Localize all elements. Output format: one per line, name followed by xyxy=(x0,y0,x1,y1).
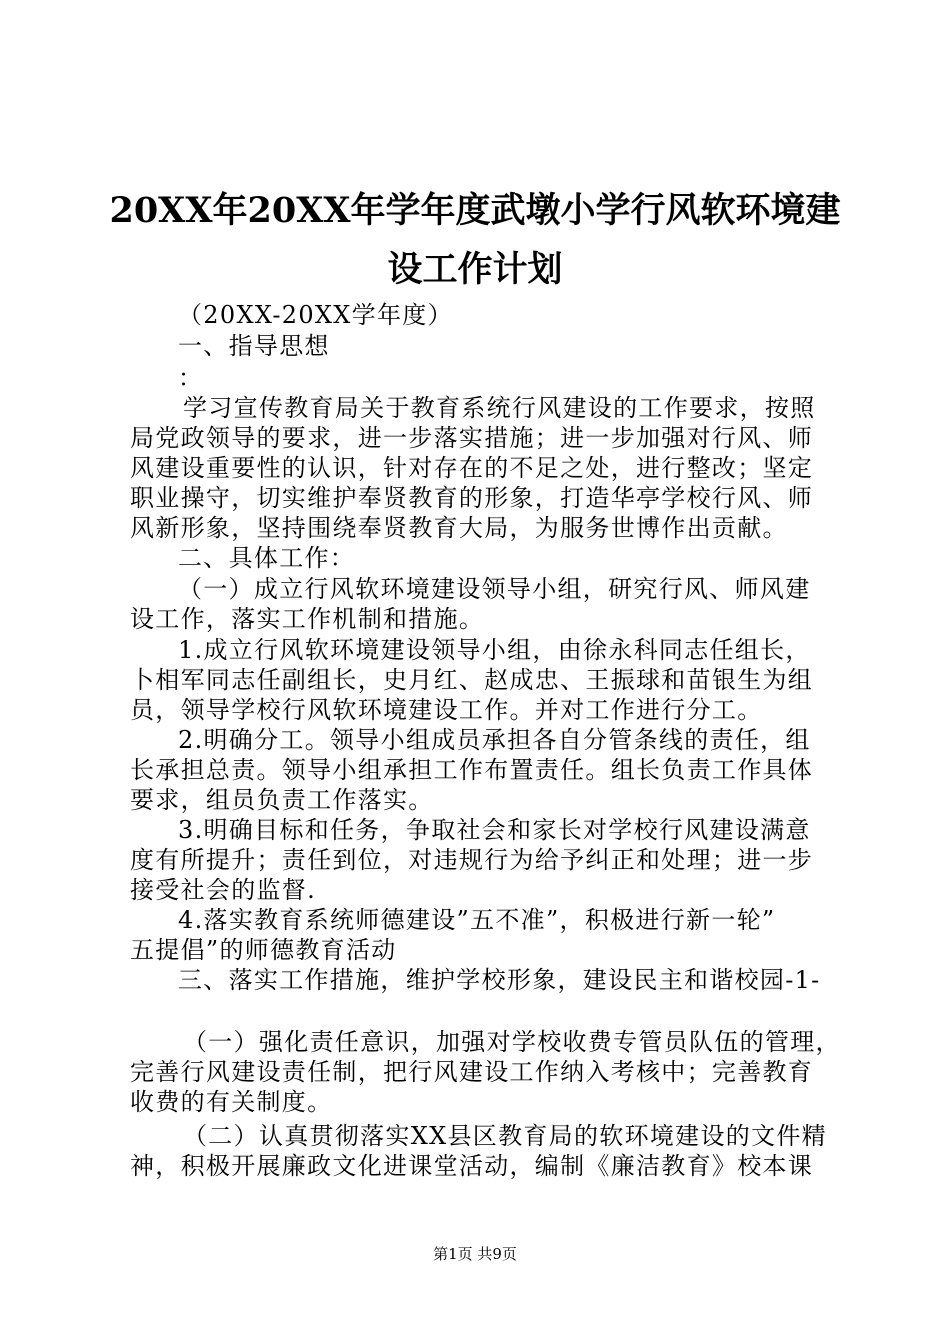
paragraph-line: （二）认真贯彻落实XX县区教育局的软环境建设的文件精 xyxy=(183,1122,827,1150)
paragraph-line: 3.明确目标和任务，争取社会和家长对学校行风建设满意 xyxy=(178,816,811,844)
paragraph-line: 卜相军同志任副组长，史月红、赵成忠、王振球和苗银生为组 xyxy=(130,666,814,694)
paragraph-line: 2.明确分工。领导小组成员承担各自分管条线的责任，组 xyxy=(178,726,811,754)
page-footer: 第1页 共9页 xyxy=(433,1245,517,1263)
title-line-1: 20XX年20XX年学年度武墩小学行风软环境建 xyxy=(109,190,841,231)
paragraph-line: 风建设重要性的认识，针对存在的不足之处，进行整改；坚定 xyxy=(130,454,814,482)
section-heading-3: 三、落实工作措施，维护学校形象，建设民主和谐校园-1- xyxy=(178,966,821,994)
section-heading-2: 二、具体工作： xyxy=(178,544,356,572)
paragraph-line: 学习宣传教育局关于教育系统行风建设的工作要求，按照 xyxy=(183,394,816,422)
title-line-2: 设工作计划 xyxy=(387,249,563,290)
paragraph-line: （一）强化责任意识，加强对学校收费专管员队伍的管理， xyxy=(183,1028,841,1056)
paragraph-line: 4.落实教育系统师德建设”五不准”，积极进行新一轮” xyxy=(178,906,776,934)
paragraph-line: 收费的有关制度。 xyxy=(130,1088,333,1116)
paragraph-line: 度有所提升；责任到位，对违规行为给予纠正和处理；进一步 xyxy=(130,846,814,874)
paragraph-line: 员，领导学校行风软环境建设工作。并对工作进行分工。 xyxy=(130,696,763,724)
paragraph-line: 五提倡”的师德教育活动 xyxy=(130,936,397,964)
paragraph-line: 风新形象，坚持围绕奉贤教育大局，为服务世博作出贡献。 xyxy=(130,514,788,542)
section-heading-1: 一、指导思想 xyxy=(178,332,330,360)
school-year: （20XX-20XX学年度） xyxy=(178,301,453,329)
paragraph-line: 神，积极开展廉政文化进课堂活动，编制《廉洁教育》校本课 xyxy=(130,1152,814,1180)
paragraph-line: 职业操守，切实维护奉贤教育的形象，打造华亭学校行风、师 xyxy=(130,484,814,512)
paragraph-line: 局党政领导的要求，进一步落实措施；进一步加强对行风、师 xyxy=(130,424,814,452)
paragraph-line: 长承担总责。领导小组承担工作布置责任。组长负责工作具体 xyxy=(130,756,814,784)
paragraph-line: 接受社会的监督. xyxy=(130,876,317,904)
paragraph-line: 完善行风建设责任制，把行风建设工作纳入考核中；完善教育 xyxy=(130,1058,814,1086)
paragraph-line: （一）成立行风软环境建设领导小组，研究行风、师风建 xyxy=(178,575,811,603)
paragraph-line: 要求，组员负责工作落实。 xyxy=(130,786,434,814)
colon-mark: ： xyxy=(178,364,204,392)
paragraph-line: 1.成立行风软环境建设领导小组，由徐永科同志任组长， xyxy=(178,636,811,664)
paragraph-line: 设工作，落实工作机制和措施。 xyxy=(130,605,485,633)
